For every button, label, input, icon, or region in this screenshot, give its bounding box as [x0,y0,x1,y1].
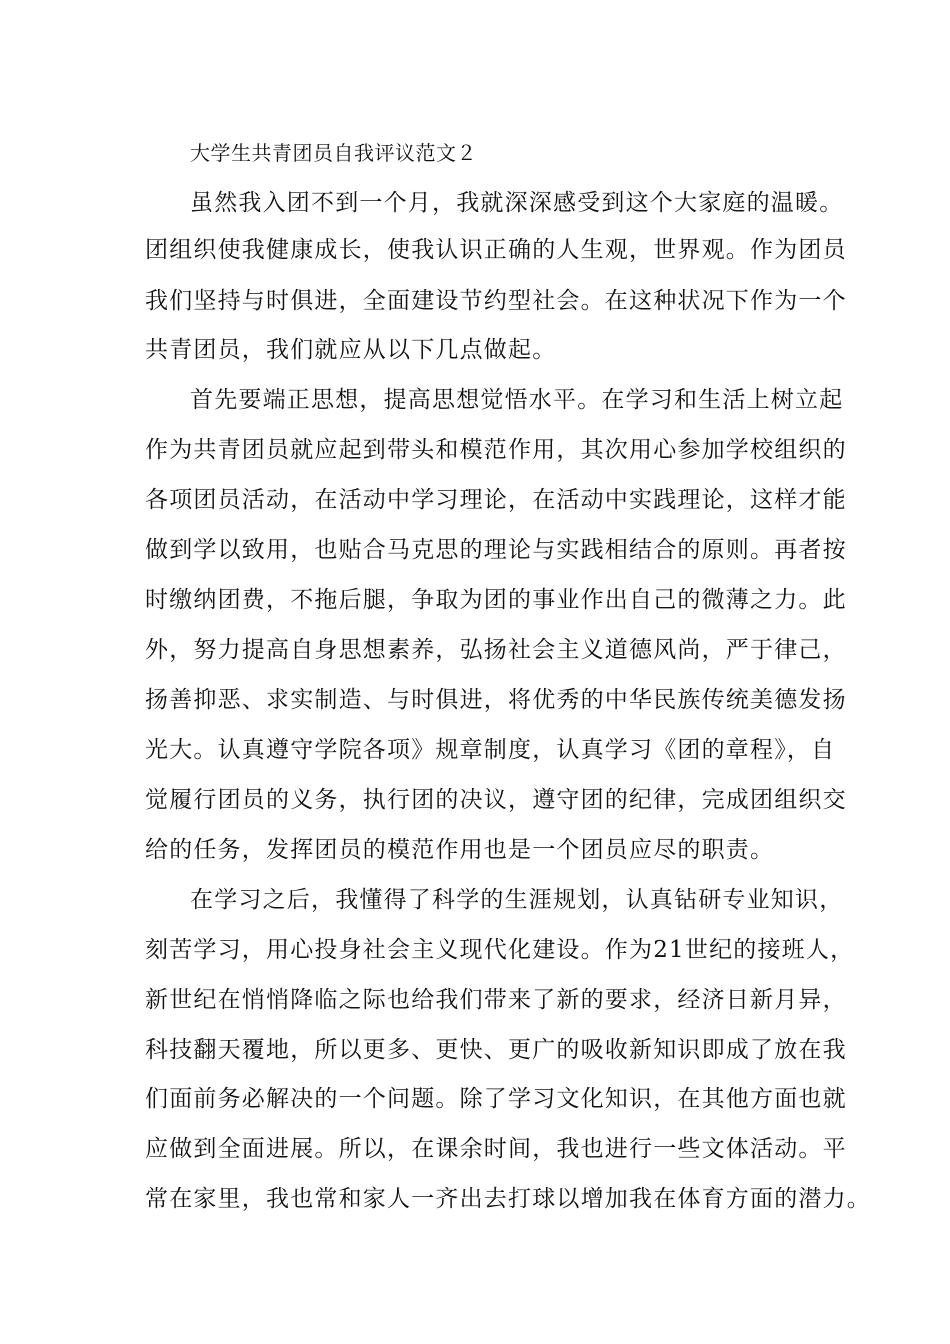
paragraph-1-line-3: 我们坚持与时俱进，全面建设节约型社会。在这种状况下作为一个 [145,288,847,314]
paragraph-2-line-8: 光大。认真遵守学院各项》规章制度，认真学习《团的章程》，自 [145,737,836,763]
paragraph-3-line-7: 常在家里，我也常和家人一齐出去打球以增加我在体育方面的潜力。 [145,1186,871,1212]
paragraph-3-line-2: 刻苦学习，用心投身社会主义现代化建设。作为21世纪的接班人， [145,937,855,963]
paragraph-2-line-6: 外，努力提高自身思想素养，弘扬社会主义道德风尚，严于律己， [145,637,847,663]
paragraph-2-line-7: 扬善抑恶、求实制造、与时俱进，将优秀的中华民族传统美德发扬 [145,687,847,713]
paragraph-2-line-4: 做到学以致用，也贴合马克思的理论与实践相结合的原则。再者按 [145,537,847,563]
paragraph-1-line-1: 虽然我入团不到一个月，我就深深感受到这个大家庭的温暖。 [190,190,844,216]
paragraph-1-line-4: 共青团员，我们就应从以下几点做起。 [145,337,557,363]
paragraph-1-line-2: 团组织使我健康成长，使我认识正确的人生观，世界观。作为团员 [145,237,847,263]
paragraph-3-line-6: 应做到全面进展。所以，在课余时间，我也进行一些文体活动。平 [145,1136,847,1162]
paragraph-2-line-5: 时缴纳团费，不拖后腿，争取为团的事业作出自己的微薄之力。此 [145,587,847,613]
paragraph-2-line-3: 各项团员活动，在活动中学习理论，在活动中实践理论，这样才能 [145,487,847,513]
paragraph-2-line-2: 作为共青团员就应起到带头和模范作用，其次用心参加学校组织的 [145,437,847,463]
paragraph-2-line-9: 觉履行团员的义务，执行团的决议，遵守团的纪律，完成团组织交 [145,787,847,813]
paragraph-3-line-5: 们面前务必解决的一个问题。除了学习文化知识，在其他方面也就 [145,1086,847,1112]
paragraph-3-line-3: 新世纪在悄悄降临之际也给我们带来了新的要求，经济日新月异， [145,987,847,1013]
paragraph-2-line-10: 给的任务，发挥团员的模范作用也是一个团员应尽的职责。 [145,837,775,863]
document-title: 大学生共青团员自我评议范文２ [190,141,477,165]
paragraph-2-line-1: 首先要端正思想，提高思想觉悟水平。在学习和生活上树立起 [190,387,844,413]
paragraph-3-line-1: 在学习之后，我懂得了科学的生涯规划，认真钻研专业知识， [190,887,844,913]
paragraph-3-line-4: 科技翻天覆地，所以更多、更快、更广的吸收新知识即成了放在我 [145,1037,847,1063]
